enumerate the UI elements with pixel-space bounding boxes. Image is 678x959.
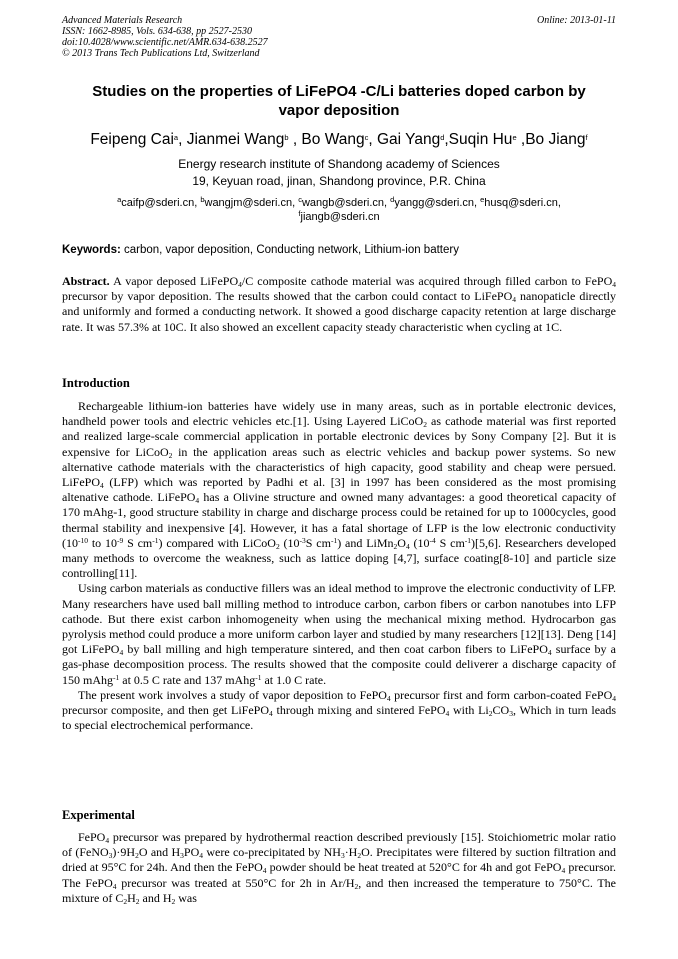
superscript: -9 (117, 535, 124, 545)
introduction-body (62, 399, 616, 733)
text: with Li (449, 703, 489, 718)
text: (LFP) which was reported by Padhi et al. [3] in 1997 has been considered as the most promising altenative cathode. LiFePO (62, 475, 616, 505)
text: (10 (409, 535, 430, 550)
subscript: 2 (354, 881, 359, 891)
abstract-text: /C composite cathode material was acquired through filled carbon to FePO (241, 274, 613, 288)
paper-title (62, 82, 616, 120)
text: through mixing and sintered FePO (272, 703, 446, 718)
subscript: 4 (112, 881, 117, 891)
subscript: 4 (561, 866, 566, 876)
subscript: 2 (275, 541, 280, 551)
subscript: 2 (168, 450, 173, 460)
text: O and H (138, 845, 181, 860)
superscript: -1 (113, 672, 120, 682)
affiliation (62, 156, 616, 190)
subscript: 4 (195, 496, 200, 506)
subscript: 3 (340, 851, 345, 861)
copyright-line: © 2013 Trans Tech Publications Ltd, Switzerland (62, 48, 260, 59)
subscript: 2 (393, 541, 398, 551)
text: powder should be heat treated at 520°C for 4h and got FePO (266, 860, 562, 875)
subscript: 4 (262, 866, 267, 876)
text: , Which in turn leads to special electrochemical performance. (62, 703, 617, 733)
experimental-paragraph (62, 830, 616, 906)
text: , and then increased the temperature to 750°C. The mixture of C (62, 875, 617, 905)
doi-line: doi:10.4028/www.scientific.net/AMR.634-638.2527 (62, 37, 268, 48)
text: ) compared with LiCoO (158, 535, 276, 550)
author-marker: d (440, 133, 445, 142)
text: S cm (435, 535, 465, 550)
subscript: 4 (100, 481, 104, 491)
abstract (62, 274, 616, 335)
text: precursor first and form carbon-coated FePO (390, 687, 613, 702)
abstract-text: nanopaticle directly and uniformly and formed a conducting network. It showed a good discharge capacity retention at large discharge rate. It was 57.3% at 10C. It also showed an excellent capacity steady characteristic when cycling at 1C. (62, 289, 616, 334)
superscript: -1 (330, 535, 338, 545)
text: S cm (123, 535, 153, 550)
email-marker: f (298, 209, 301, 218)
author-marker: a (173, 133, 179, 142)
online-date: Online: 2013-01-11 (537, 15, 616, 26)
text: FePO (78, 830, 106, 844)
affiliation-line-2: 19, Keyuan road, jinan, Shandong province, P.R. China (192, 174, 486, 188)
email: wangjm@sderi.cn, (204, 197, 299, 209)
abstract-label: Abstract. (62, 274, 110, 288)
text: surface by a gas-phase decomposition process. The results showed that the composite could deliverer a discharge capacity of 150 mAhg (62, 642, 617, 687)
email-marker: b (200, 195, 205, 204)
subscript: 4 (386, 693, 391, 703)
text: to 10 (88, 535, 117, 550)
subscript: 2 (123, 896, 128, 906)
intro-paragraph-1 (62, 399, 616, 581)
superscript: -4 (429, 535, 436, 545)
text: O (397, 535, 406, 550)
issn-line: ISSN: 1662-8985, Vols. 634-638, pp 2527-2530 (62, 26, 252, 37)
email-marker: e (480, 195, 485, 204)
keywords-label: Keywords: (62, 244, 121, 256)
journal-name: Advanced Materials Research (62, 15, 183, 26)
text: )[5,6]. Researchers developed many methods to overcome the weakness, such as lattice doping [4,7], surface coating[8-10] and particle size controlling[11]. (62, 535, 616, 581)
text: ·H (344, 845, 358, 860)
author-name: ,Bo Jiang (516, 131, 586, 148)
email: husq@sderi.cn, (484, 197, 561, 209)
email: yangg@sderi.cn, (394, 197, 481, 209)
abstract-text: precursor by vapor deposition. The results showed that the carbon could contact to LiFePO (62, 289, 513, 304)
text: was (175, 890, 197, 905)
title-line-1: Studies on the properties of LiFePO4 -C/Li batteries doped carbon by (92, 83, 586, 100)
author-marker: e (512, 133, 517, 142)
journal-header (62, 15, 268, 59)
keywords-text: carbon, vapor deposition, Conducting network, Lithium-ion battery (120, 244, 459, 256)
subscript: 2 (171, 896, 176, 906)
email-marker: c (298, 195, 302, 204)
text: and H (139, 890, 172, 905)
author-name: ,Suqin Hu (444, 131, 513, 148)
subscript: 4 (199, 851, 203, 861)
subscript: 2 (488, 709, 493, 719)
subscript: 3 (108, 851, 113, 861)
subscript: 4 (612, 280, 616, 289)
text: H (127, 890, 136, 905)
text: CO (492, 703, 510, 718)
experimental-body (62, 830, 616, 906)
superscript: -1 (152, 535, 159, 545)
author-marker: b (284, 133, 289, 142)
author-marker: f (585, 133, 588, 142)
subscript: 3 (180, 851, 184, 861)
superscript: -1 (255, 672, 262, 682)
email: caifp@sderi.cn, (121, 197, 201, 209)
abstract-text: A vapor deposed LiFePO (109, 274, 239, 288)
text: S cm (305, 535, 331, 550)
subscript: 4 (512, 295, 516, 305)
subscript: 4 (547, 648, 552, 658)
text: by ball milling and high temperature sintered, and then coat carbon fibers to LiFePO (123, 642, 548, 657)
author-marker: c (364, 133, 369, 142)
text: were co-precipitated by NH (203, 845, 341, 860)
subscript: 4 (445, 709, 450, 719)
title-line-2: vapor deposition (278, 102, 400, 119)
text: Rechargeable lithium-ion batteries have widely use in many areas, such as in portable electronic devices, handheld power tools and electric vehicles etc.[1]. Using Layered LiCoO (62, 399, 616, 429)
subscript: 4 (119, 648, 124, 658)
author-name: , Gai Yang (368, 131, 441, 148)
text: has a Olivine structure and owned many advantages: a good theoretical capacity of 170 mAhg-1, good structure stability in charge and discharge process could be retained for up to 1000cycles, good thermal stability and inexpensive [4]. However, it has a fatal shortage of LFP is the low electronic conductivity (10 (62, 490, 616, 550)
intro-paragraph-3 (62, 688, 616, 734)
introduction-heading: Introduction (62, 376, 130, 390)
author-name: , Bo Wang (288, 131, 365, 148)
email: jiangb@sderi.cn (300, 211, 380, 223)
author-list (62, 130, 616, 150)
text: at 1.0 C rate. (261, 672, 327, 687)
text: PO (183, 845, 200, 860)
text: in the application areas such as electric vehicles and backup power systems. So new alternative cathode materials with the characteristics of high capacity, good stability and cheap were persued. LiFePO (62, 444, 616, 490)
subscript: 2 (357, 851, 362, 861)
text: precursor was prepared by hydrothermal reaction described previously [15]. Stoichiometric molar ratio of (FeNO (62, 830, 616, 860)
author-emails (62, 196, 616, 224)
text: The present work involves a study of vapor deposition to FePO (78, 687, 387, 702)
keywords (62, 243, 616, 258)
subscript: 2 (423, 420, 427, 430)
intro-paragraph-2 (62, 581, 616, 687)
subscript: 2 (135, 851, 139, 861)
email-marker: a (117, 195, 122, 204)
email-marker: d (390, 195, 395, 204)
text: precursor. The FePO (62, 860, 616, 890)
text: Using carbon materials as conductive fillers was an ideal method to improve the electronic conductivity of LFP. Many researchers have used ball milling method to introduce carbon, carbon fibers or carbon nanotubes into LFP cathode. But there exist carbon inhomogeneity when using the mechanical mixing method. Hydrocarbon gas pyrolysis method could produce a more uniform carbon layer and studied by many researchers [12][13]. Deng [14] got LiFePO (62, 581, 616, 657)
subscript: 4 (612, 693, 616, 703)
author-name: Feipeng Cai (90, 131, 174, 148)
subscript: 4 (105, 836, 110, 845)
email: wangb@sderi.cn, (301, 197, 391, 209)
subscript: 2 (135, 896, 140, 906)
text: O. Precipitates were filtered by suction filtration and dried at 95°C for 24h. And then the FePO (62, 845, 617, 875)
text: as cathode material was first reported and realized large-scale commercial application in portable electronic devices by Sony Company [2]. But it is expensive for LiCoO (62, 414, 617, 459)
text: at 0.5 C rate and 137 mAhg (119, 672, 256, 687)
subscript: 4 (405, 541, 410, 551)
text: precursor was treated at 550°C for 2h in Ar/H (116, 875, 355, 890)
superscript: -10 (78, 535, 88, 545)
subscript: 4 (238, 280, 242, 289)
subscript: 4 (269, 709, 273, 719)
text: )·9H (112, 845, 136, 860)
affiliation-line-1: Energy research institute of Shandong academy of Sciences (178, 157, 500, 171)
author-name: , Jianmei Wang (178, 131, 285, 148)
superscript: -3 (299, 535, 306, 545)
text: ) and LiMn (337, 535, 394, 550)
text: precursor composite, and then get LiFePO (62, 703, 270, 718)
subscript: 3 (509, 709, 513, 719)
experimental-heading: Experimental (62, 808, 135, 822)
superscript: -1 (464, 535, 472, 545)
text: (10 (279, 535, 300, 550)
